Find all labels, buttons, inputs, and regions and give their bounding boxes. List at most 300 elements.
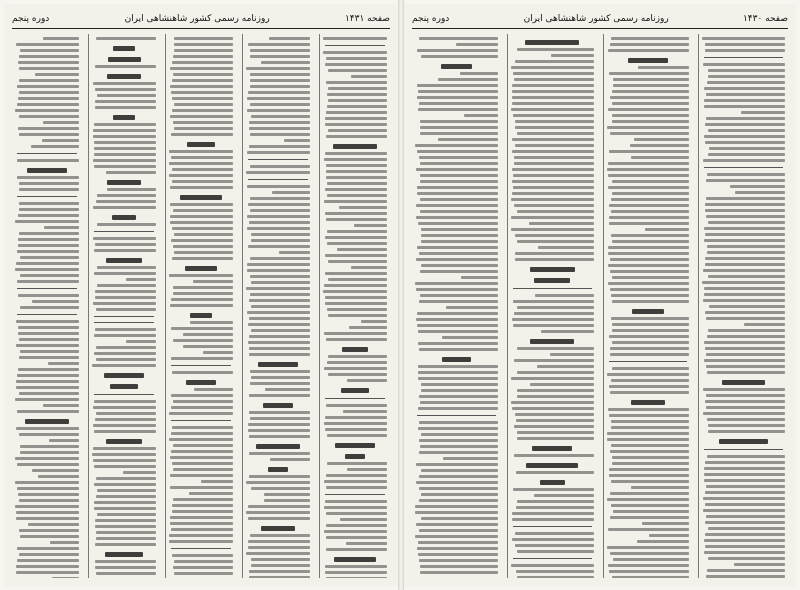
text-line bbox=[246, 511, 310, 514]
text-line bbox=[649, 534, 690, 537]
text-line bbox=[97, 266, 156, 269]
text-line bbox=[419, 559, 498, 562]
text-line bbox=[95, 519, 156, 522]
text-line bbox=[612, 323, 689, 326]
text-line bbox=[417, 312, 498, 315]
text-line bbox=[416, 258, 497, 261]
text-line bbox=[708, 221, 785, 224]
section-heading-line bbox=[105, 552, 143, 557]
text-line bbox=[20, 49, 79, 52]
section-heading-line bbox=[525, 40, 578, 45]
text-line bbox=[249, 335, 310, 338]
text-line bbox=[347, 468, 387, 471]
section-heading-line bbox=[107, 74, 140, 79]
text-line bbox=[704, 467, 785, 470]
text-line bbox=[249, 299, 310, 302]
column-rule bbox=[704, 449, 783, 450]
text-line bbox=[611, 198, 689, 201]
text-line bbox=[609, 468, 689, 471]
text-line bbox=[515, 258, 593, 261]
text-line bbox=[361, 320, 387, 323]
text-line bbox=[93, 302, 156, 305]
section-heading-line bbox=[268, 467, 288, 472]
text-line bbox=[174, 37, 233, 40]
text-line bbox=[246, 287, 310, 290]
text-line bbox=[325, 500, 387, 503]
text-line bbox=[264, 493, 310, 496]
text-line bbox=[418, 222, 497, 225]
text-column bbox=[88, 34, 159, 578]
text-line bbox=[97, 223, 156, 226]
text-line bbox=[612, 300, 689, 303]
text-line bbox=[171, 528, 233, 531]
text-line bbox=[541, 330, 593, 333]
text-line bbox=[326, 57, 387, 60]
text-line bbox=[16, 380, 79, 383]
text-line bbox=[703, 497, 785, 500]
text-line bbox=[327, 105, 387, 108]
text-line bbox=[94, 147, 156, 150]
text-line bbox=[708, 557, 785, 560]
text-line bbox=[247, 269, 310, 272]
text-line bbox=[247, 185, 310, 188]
text-line bbox=[415, 282, 497, 285]
text-line bbox=[249, 127, 310, 130]
text-line bbox=[537, 365, 594, 368]
text-line bbox=[327, 434, 387, 437]
text-line bbox=[708, 527, 785, 530]
text-line bbox=[96, 477, 156, 480]
text-line bbox=[28, 523, 79, 526]
text-line bbox=[517, 371, 593, 374]
column-rule bbox=[513, 526, 592, 527]
text-line bbox=[705, 203, 785, 206]
section-heading-line bbox=[190, 313, 211, 318]
text-line bbox=[706, 179, 785, 182]
text-line bbox=[171, 406, 233, 409]
left-page-title: روزنامه رسمی کشور شاهنشاهی ایران bbox=[124, 14, 270, 24]
column-rule bbox=[704, 57, 783, 58]
text-line bbox=[611, 379, 689, 382]
text-line bbox=[94, 507, 156, 510]
text-line bbox=[20, 445, 79, 448]
text-line bbox=[416, 463, 498, 466]
text-line bbox=[250, 85, 310, 88]
text-line bbox=[705, 545, 785, 548]
text-line bbox=[609, 385, 689, 388]
text-line bbox=[730, 185, 785, 188]
text-line bbox=[512, 538, 594, 541]
text-line bbox=[415, 505, 497, 508]
text-line bbox=[328, 99, 387, 102]
text-line bbox=[94, 400, 156, 403]
text-line bbox=[516, 506, 593, 509]
text-line bbox=[17, 280, 79, 283]
text-line bbox=[707, 81, 785, 84]
text-line bbox=[171, 239, 233, 242]
text-line bbox=[95, 525, 156, 528]
text-line bbox=[512, 192, 593, 195]
text-line bbox=[612, 180, 689, 183]
text-line bbox=[419, 252, 498, 255]
text-line bbox=[249, 435, 310, 438]
section-heading-line bbox=[112, 215, 135, 220]
text-line bbox=[706, 406, 785, 409]
text-line bbox=[16, 43, 79, 46]
text-line bbox=[94, 249, 156, 252]
text-line bbox=[511, 228, 593, 231]
text-line bbox=[249, 452, 310, 455]
text-line bbox=[19, 529, 79, 532]
text-line bbox=[464, 114, 498, 117]
text-line bbox=[172, 97, 233, 100]
text-line bbox=[19, 182, 79, 185]
text-line bbox=[19, 188, 79, 191]
section-heading-line bbox=[442, 357, 472, 362]
text-line bbox=[612, 341, 689, 344]
text-line bbox=[96, 537, 156, 540]
text-line bbox=[631, 156, 689, 159]
text-line bbox=[517, 576, 593, 578]
column-rule bbox=[17, 288, 77, 289]
text-line bbox=[93, 459, 156, 462]
text-line bbox=[512, 318, 593, 321]
text-line bbox=[705, 257, 785, 260]
text-line bbox=[708, 275, 785, 278]
text-line bbox=[702, 37, 785, 40]
text-line bbox=[538, 246, 593, 249]
text-line bbox=[325, 565, 387, 568]
text-line bbox=[174, 233, 233, 236]
text-line bbox=[611, 294, 689, 297]
text-line bbox=[634, 138, 689, 141]
text-line bbox=[735, 191, 785, 194]
text-line bbox=[513, 324, 593, 327]
text-line bbox=[19, 202, 79, 205]
text-line bbox=[265, 388, 310, 391]
text-line bbox=[95, 296, 156, 299]
text-line bbox=[95, 290, 156, 293]
text-line bbox=[416, 318, 498, 321]
section-heading-line bbox=[335, 443, 375, 448]
text-line bbox=[608, 564, 690, 567]
column-rule bbox=[171, 420, 231, 421]
text-line bbox=[93, 206, 156, 209]
text-line bbox=[438, 78, 498, 81]
text-line bbox=[705, 311, 785, 314]
text-line bbox=[95, 418, 156, 421]
text-line bbox=[608, 49, 689, 52]
text-line bbox=[325, 188, 387, 191]
text-line bbox=[326, 135, 387, 138]
text-line bbox=[174, 572, 233, 575]
text-line bbox=[610, 270, 689, 273]
text-line bbox=[421, 493, 498, 496]
text-line bbox=[44, 226, 79, 229]
text-line bbox=[551, 54, 594, 57]
text-line bbox=[174, 560, 233, 563]
text-line bbox=[421, 234, 498, 237]
text-line bbox=[248, 91, 310, 94]
text-line bbox=[19, 55, 79, 58]
text-line bbox=[172, 426, 233, 429]
text-line bbox=[247, 97, 310, 100]
text-line bbox=[94, 352, 156, 355]
text-line bbox=[704, 539, 785, 542]
text-line bbox=[32, 300, 79, 303]
text-line bbox=[170, 221, 233, 224]
text-line bbox=[610, 43, 689, 46]
text-line bbox=[610, 258, 690, 261]
section-heading-line bbox=[104, 373, 143, 378]
text-line bbox=[517, 500, 593, 503]
text-line bbox=[637, 540, 689, 543]
text-line bbox=[645, 228, 690, 231]
column-rule bbox=[513, 288, 592, 289]
text-line bbox=[97, 513, 156, 516]
text-line bbox=[420, 445, 497, 448]
text-line bbox=[734, 563, 785, 566]
text-line bbox=[705, 123, 785, 126]
column-rule bbox=[704, 167, 783, 168]
text-line bbox=[247, 151, 310, 154]
text-line bbox=[272, 191, 310, 194]
text-line bbox=[326, 338, 387, 341]
text-line bbox=[96, 358, 156, 361]
text-line bbox=[420, 162, 497, 165]
text-line bbox=[19, 338, 79, 341]
text-line bbox=[417, 150, 498, 153]
text-column bbox=[242, 34, 313, 578]
text-line bbox=[170, 85, 233, 88]
text-line bbox=[610, 450, 689, 453]
text-line bbox=[250, 79, 310, 82]
text-line bbox=[417, 547, 498, 550]
section-heading-line bbox=[333, 144, 378, 149]
right-page-columns bbox=[412, 34, 788, 578]
left-page bbox=[4, 4, 398, 586]
text-line bbox=[418, 342, 498, 345]
text-line bbox=[420, 270, 498, 273]
text-line bbox=[96, 37, 156, 40]
text-line bbox=[611, 37, 690, 40]
text-line bbox=[19, 499, 79, 502]
text-line bbox=[339, 206, 387, 209]
section-heading-line bbox=[106, 439, 143, 444]
text-line bbox=[250, 370, 310, 373]
text-line bbox=[708, 153, 785, 156]
text-line bbox=[94, 272, 156, 275]
text-line bbox=[248, 323, 310, 326]
text-line bbox=[613, 510, 690, 513]
text-line bbox=[349, 326, 387, 329]
text-line bbox=[169, 540, 233, 543]
text-line bbox=[15, 457, 79, 460]
text-line bbox=[611, 420, 690, 423]
text-line bbox=[249, 570, 310, 573]
text-line bbox=[20, 535, 79, 538]
text-line bbox=[248, 505, 310, 508]
text-line bbox=[18, 61, 79, 64]
text-line bbox=[94, 153, 156, 156]
text-line bbox=[284, 139, 310, 142]
text-line bbox=[169, 534, 233, 537]
text-line bbox=[612, 102, 689, 105]
text-line bbox=[517, 389, 594, 392]
text-line bbox=[325, 212, 387, 215]
text-line bbox=[17, 463, 79, 466]
text-line bbox=[417, 246, 497, 249]
text-line bbox=[264, 499, 310, 502]
text-line bbox=[170, 215, 233, 218]
text-line bbox=[183, 333, 233, 336]
text-line bbox=[327, 230, 387, 233]
text-line bbox=[94, 483, 156, 486]
text-line bbox=[17, 487, 79, 490]
text-line bbox=[513, 72, 594, 75]
text-line bbox=[515, 252, 593, 255]
text-line bbox=[251, 329, 310, 332]
text-line bbox=[172, 61, 233, 64]
text-line bbox=[511, 108, 593, 111]
text-line bbox=[608, 282, 689, 285]
text-line bbox=[97, 94, 156, 97]
text-line bbox=[170, 474, 233, 477]
text-line bbox=[325, 272, 387, 275]
text-line bbox=[250, 103, 310, 106]
text-line bbox=[612, 276, 689, 279]
text-line bbox=[270, 458, 310, 461]
text-line bbox=[324, 530, 387, 533]
text-line bbox=[18, 493, 79, 496]
text-line bbox=[249, 576, 310, 578]
text-line bbox=[17, 85, 79, 88]
column-rule bbox=[325, 494, 385, 495]
text-line bbox=[706, 117, 785, 120]
text-line bbox=[512, 150, 593, 153]
text-line bbox=[517, 431, 593, 434]
section-heading-line bbox=[110, 384, 139, 389]
text-line bbox=[703, 159, 785, 162]
text-line bbox=[607, 498, 689, 501]
text-line bbox=[93, 424, 156, 427]
text-line bbox=[702, 281, 785, 284]
text-line bbox=[94, 501, 156, 504]
text-line bbox=[249, 347, 310, 350]
text-line bbox=[201, 480, 233, 483]
text-line bbox=[611, 480, 689, 483]
text-line bbox=[249, 475, 310, 478]
text-line bbox=[19, 208, 79, 211]
text-line bbox=[610, 353, 689, 356]
text-line bbox=[704, 479, 785, 482]
text-line bbox=[328, 87, 387, 90]
text-line bbox=[418, 377, 498, 380]
text-line bbox=[607, 126, 689, 129]
text-line bbox=[17, 559, 79, 562]
text-line bbox=[93, 237, 156, 240]
text-line bbox=[248, 341, 310, 344]
text-line bbox=[248, 429, 310, 432]
text-line bbox=[705, 141, 785, 144]
text-line bbox=[611, 426, 689, 429]
text-line bbox=[515, 144, 594, 147]
text-column bbox=[12, 34, 82, 578]
text-line bbox=[92, 364, 156, 367]
text-line bbox=[328, 314, 387, 317]
text-line bbox=[704, 227, 785, 230]
text-line bbox=[250, 257, 310, 260]
text-line bbox=[608, 186, 690, 189]
section-heading-line bbox=[342, 347, 367, 352]
text-line bbox=[43, 121, 79, 124]
text-line bbox=[708, 329, 785, 332]
text-line bbox=[324, 367, 387, 370]
text-line bbox=[173, 73, 233, 76]
text-line bbox=[326, 512, 387, 515]
text-line bbox=[246, 67, 310, 70]
text-line bbox=[354, 224, 387, 227]
text-line bbox=[251, 487, 310, 490]
text-line bbox=[512, 102, 594, 105]
text-line bbox=[703, 299, 785, 302]
text-line bbox=[630, 144, 689, 147]
text-line bbox=[326, 111, 387, 114]
text-line bbox=[96, 572, 156, 575]
text-line bbox=[19, 356, 79, 359]
right-page-title: روزنامه رسمی کشور شاهنشاهی ایران bbox=[523, 14, 669, 24]
text-line bbox=[607, 432, 689, 435]
text-line bbox=[251, 281, 310, 284]
text-line bbox=[93, 406, 156, 409]
text-line bbox=[247, 311, 310, 314]
text-line bbox=[515, 126, 593, 129]
text-line bbox=[19, 115, 79, 118]
text-line bbox=[612, 329, 689, 332]
text-line bbox=[420, 132, 498, 135]
text-line bbox=[96, 346, 156, 349]
text-line bbox=[172, 180, 233, 183]
text-line bbox=[172, 371, 233, 374]
text-line bbox=[18, 97, 79, 100]
text-line bbox=[18, 214, 79, 217]
text-line bbox=[514, 312, 594, 315]
text-line bbox=[251, 558, 310, 561]
right-page-number: صفحه ۱۴۳۰ bbox=[742, 14, 788, 24]
text-line bbox=[415, 511, 498, 514]
text-line bbox=[512, 518, 593, 521]
text-line bbox=[94, 430, 156, 433]
text-line bbox=[170, 115, 233, 118]
text-line bbox=[325, 117, 387, 120]
text-line bbox=[324, 158, 388, 161]
left-page-number: صفحه ۱۴۳۱ bbox=[344, 14, 390, 24]
text-line bbox=[421, 433, 498, 436]
text-line bbox=[610, 391, 689, 394]
text-line bbox=[612, 240, 689, 243]
text-line bbox=[327, 194, 387, 197]
section-heading-line bbox=[526, 463, 578, 468]
text-line bbox=[415, 144, 498, 147]
text-column bbox=[603, 34, 693, 578]
column-rule bbox=[248, 159, 308, 160]
text-line bbox=[511, 216, 593, 219]
text-line bbox=[261, 61, 310, 64]
text-line bbox=[326, 170, 387, 173]
text-line bbox=[417, 96, 497, 99]
text-line bbox=[516, 471, 593, 474]
text-line bbox=[16, 262, 79, 265]
